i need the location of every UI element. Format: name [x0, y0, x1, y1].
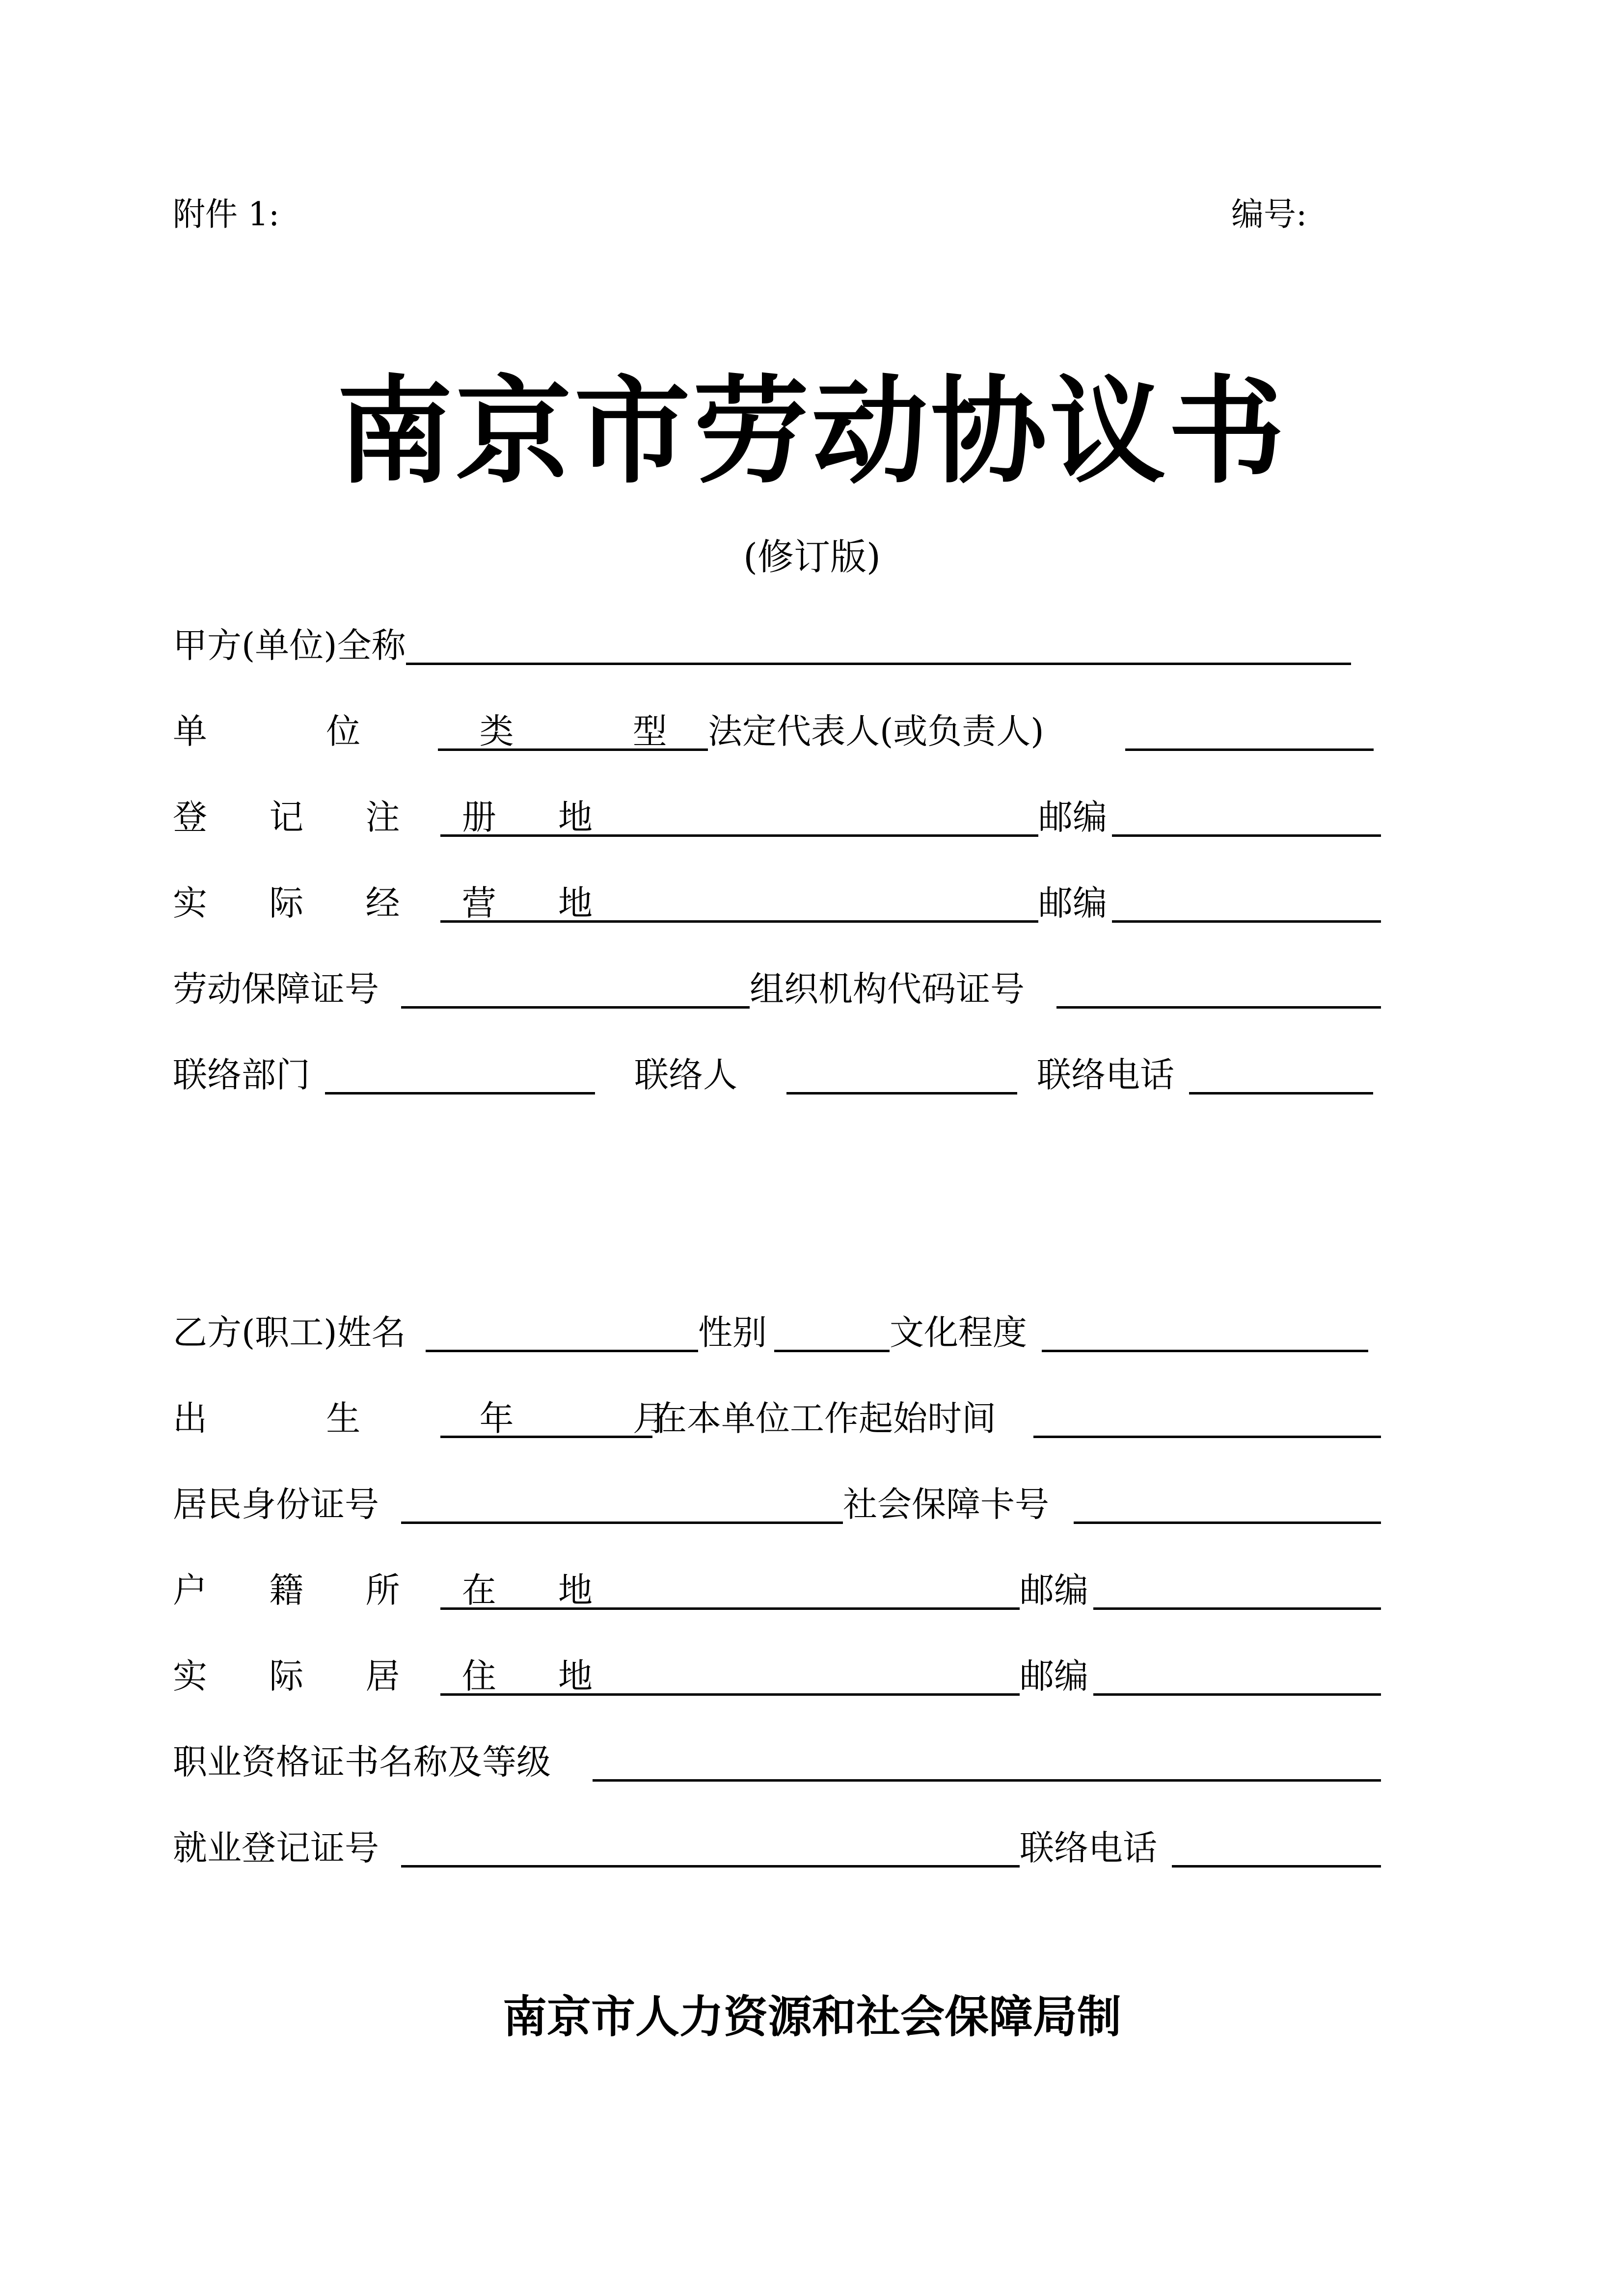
contact-person-label: 联络人 — [634, 1055, 737, 1095]
org-code-label: 组织机构代码证号 — [750, 969, 1025, 1009]
party-b-name-label: 乙方(职工)姓名 — [173, 1312, 406, 1353]
household-label: 户 籍 所 在 地 — [173, 1570, 619, 1610]
row-party-a-name — [173, 616, 1351, 670]
row-reg-place — [173, 788, 1381, 842]
attachment-label: 附件 1: — [173, 195, 280, 233]
education-label: 文化程度 — [890, 1312, 1027, 1353]
party-a-name-label: 甲方(单位)全称 — [173, 625, 406, 666]
household-field[interactable] — [440, 1566, 1020, 1610]
gender-label: 性别 — [698, 1312, 767, 1353]
unit-type-label: 单 位 类 型 — [173, 711, 721, 751]
legal-rep-field[interactable] — [1125, 707, 1374, 751]
start-time-label: 在本单位工作起始时间 — [652, 1398, 996, 1439]
household-postcode-label: 邮编 — [1020, 1570, 1088, 1610]
issuer-footer: 南京市人力资源和社会保障局制 — [503, 1991, 1121, 2043]
op-place-label: 实 际 经 营 地 — [173, 883, 619, 923]
party-b-name-field[interactable] — [426, 1308, 698, 1352]
residence-postcode-field[interactable] — [1093, 1652, 1381, 1696]
op-postcode-label: 邮编 — [1038, 883, 1107, 923]
employment-reg-label: 就业登记证号 — [173, 1828, 379, 1868]
party-b-phone-field[interactable] — [1172, 1824, 1381, 1868]
row-unit-type — [173, 702, 1374, 756]
birth-label: 出 生 年 月 — [173, 1398, 721, 1439]
serial-number-label: 编号: — [1231, 195, 1307, 233]
social-card-label: 社会保障卡号 — [843, 1484, 1049, 1524]
legal-rep-label: 法定代表人(或负责人) — [708, 711, 1044, 751]
social-card-field[interactable] — [1074, 1480, 1381, 1524]
contact-phone-label: 联络电话 — [1037, 1055, 1174, 1095]
row-party-b-name — [173, 1303, 1368, 1357]
row-qualification — [173, 1733, 1381, 1787]
row-op-place — [173, 874, 1381, 928]
residence-postcode-label: 邮编 — [1020, 1656, 1088, 1696]
op-postcode-field[interactable] — [1112, 879, 1381, 923]
gender-field[interactable] — [774, 1308, 890, 1352]
reg-postcode-label: 邮编 — [1038, 797, 1107, 837]
row-labor-cert — [173, 960, 1381, 1014]
party-a-name-field[interactable] — [406, 621, 1351, 665]
row-household — [173, 1561, 1381, 1615]
unit-type-field[interactable] — [438, 707, 708, 751]
org-code-field[interactable] — [1056, 965, 1381, 1009]
residence-label: 实 际 居 住 地 — [173, 1656, 619, 1696]
household-postcode-field[interactable] — [1093, 1566, 1381, 1610]
start-time-field[interactable] — [1033, 1394, 1381, 1438]
labor-cert-field[interactable] — [401, 965, 750, 1009]
row-contact — [173, 1045, 1373, 1099]
contact-phone-field[interactable] — [1189, 1051, 1373, 1095]
employment-reg-field[interactable] — [401, 1824, 1020, 1868]
reg-place-field[interactable] — [440, 793, 1038, 837]
document-title: 南京市劳动协议书 — [336, 364, 1287, 499]
contact-dept-field[interactable] — [325, 1051, 595, 1095]
birth-field[interactable] — [440, 1394, 652, 1438]
education-field[interactable] — [1042, 1308, 1368, 1352]
row-id-card — [173, 1475, 1381, 1529]
contact-dept-label: 联络部门 — [173, 1055, 310, 1095]
reg-postcode-field[interactable] — [1112, 793, 1381, 837]
qualification-field[interactable] — [593, 1738, 1381, 1782]
row-residence — [173, 1647, 1381, 1701]
op-place-field[interactable] — [440, 879, 1038, 923]
contact-person-field[interactable] — [786, 1051, 1017, 1095]
id-card-field[interactable] — [401, 1480, 843, 1524]
labor-cert-label: 劳动保障证号 — [173, 969, 379, 1009]
document-subtitle: (修订版) — [743, 536, 881, 578]
reg-place-label: 登 记 注 册 地 — [173, 797, 619, 837]
qualification-label: 职业资格证书名称及等级 — [173, 1742, 551, 1782]
id-card-label: 居民身份证号 — [173, 1484, 379, 1524]
party-b-phone-label: 联络电话 — [1020, 1828, 1157, 1868]
residence-field[interactable] — [440, 1652, 1020, 1696]
row-employment-reg — [173, 1818, 1381, 1872]
row-birth — [173, 1389, 1381, 1443]
